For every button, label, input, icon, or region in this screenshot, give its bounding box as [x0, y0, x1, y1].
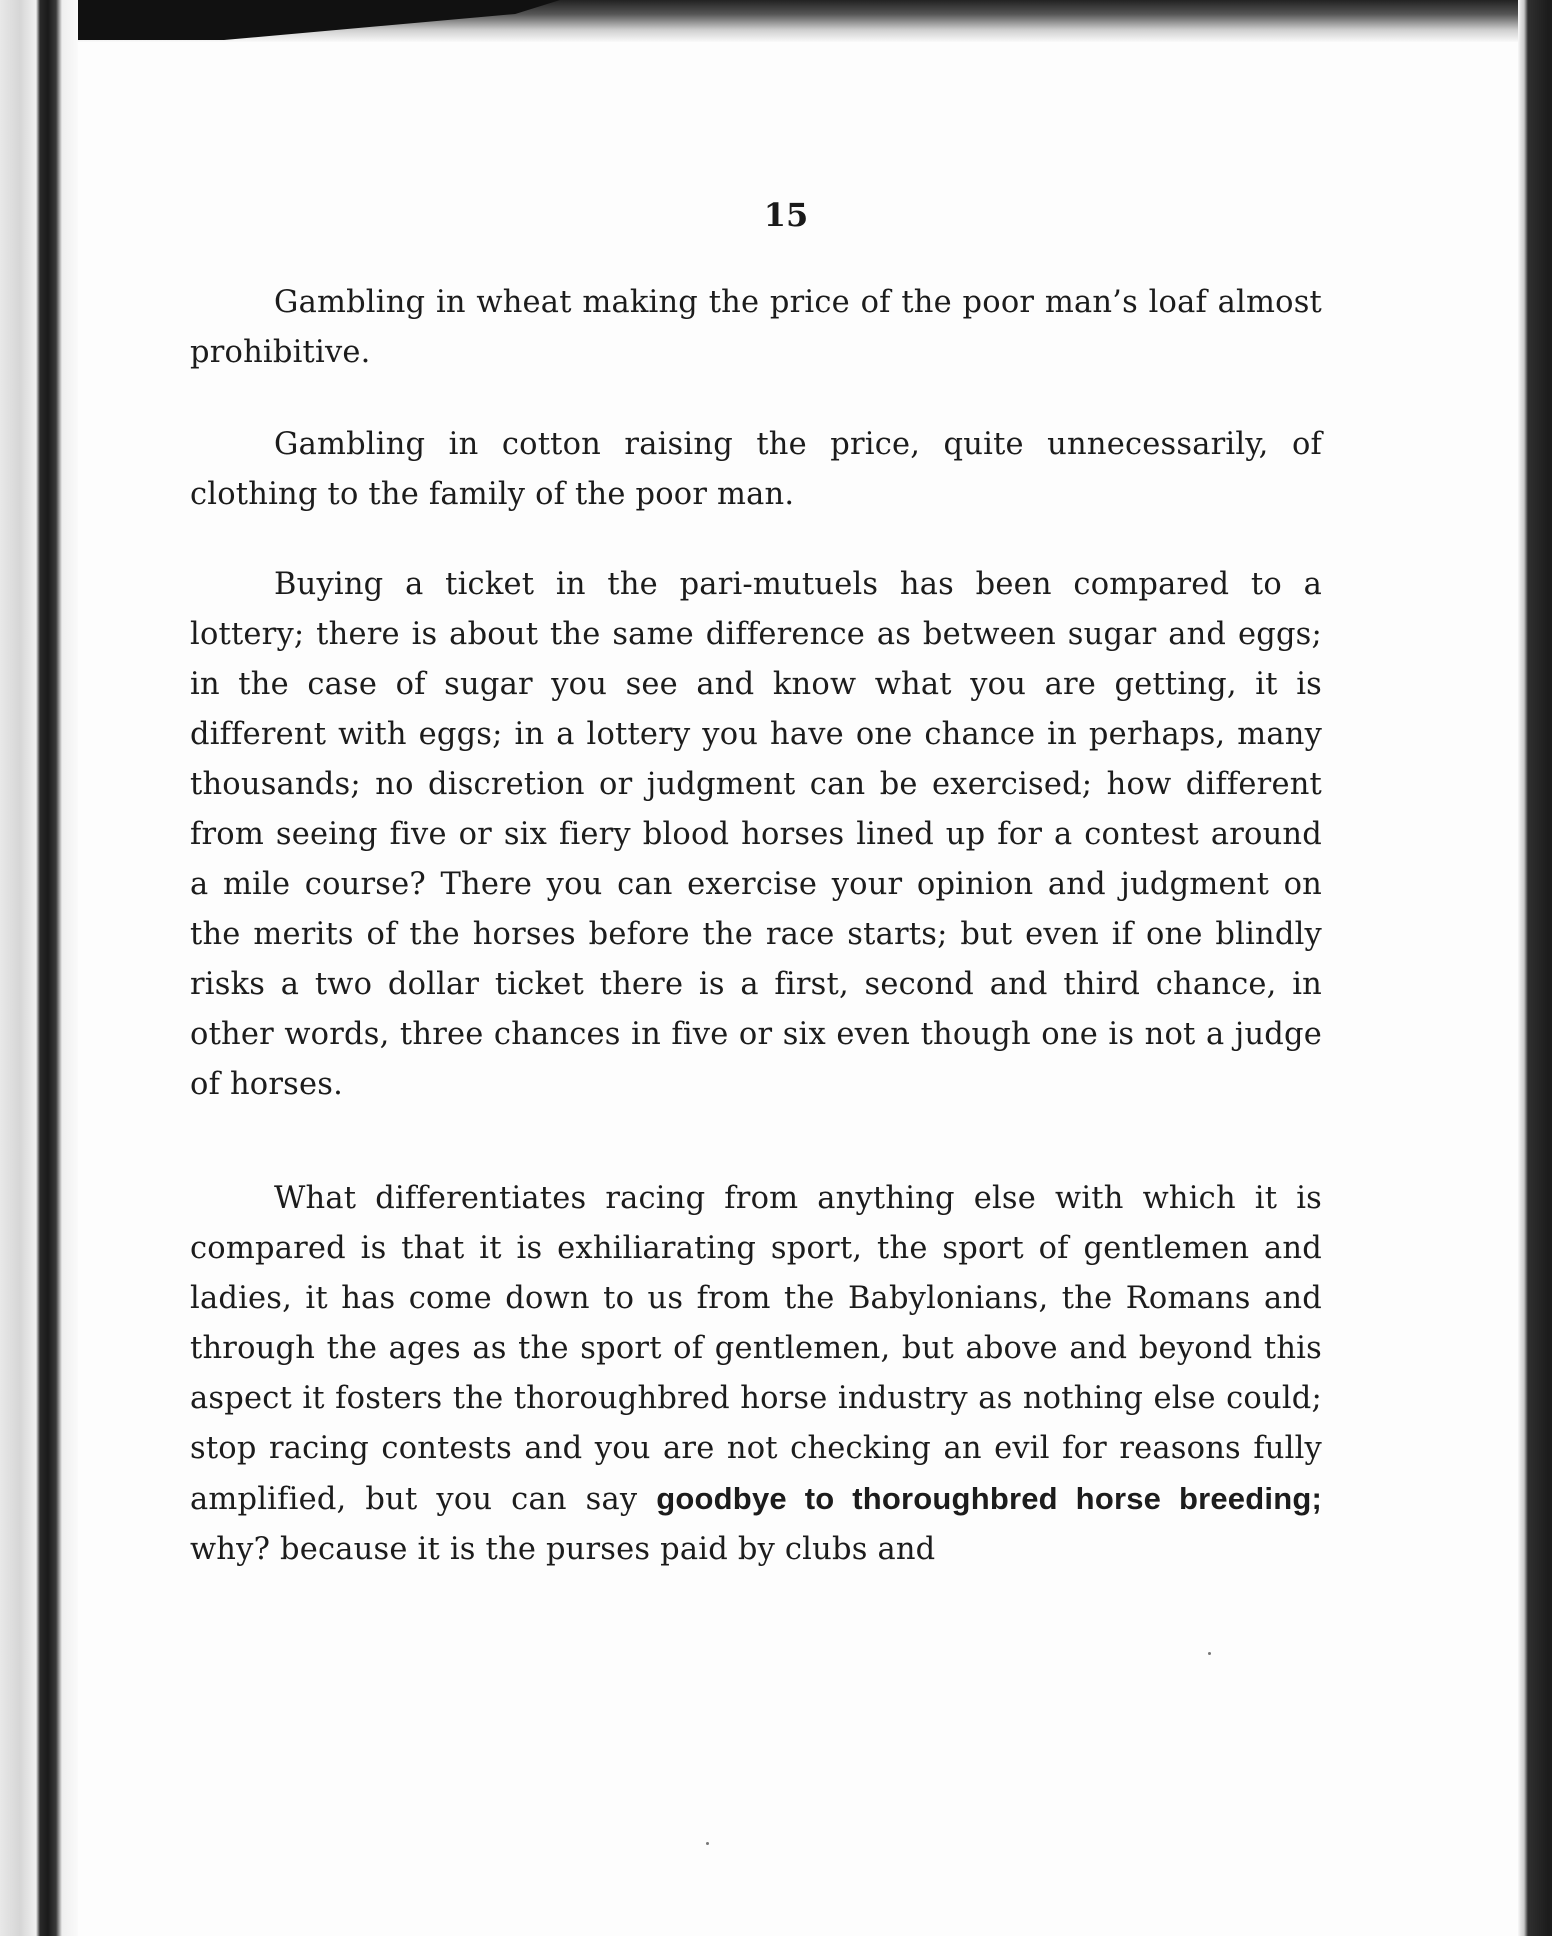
paragraph-cotton: Gambling in cotton raising the price, quite unnecessarily, of clothing to the family of the poor man. [190, 427, 1322, 512]
paragraph-racing-text-before: What differentiates racing from anything else with which it is compared is that it is exhiliarating sport, the sport of gentlemen and ladies, it has come down to us from the Babylonians, the Romans and through the ages as the sport of gentlemen, but above and beyond this aspect it fosters the thoroughbred horse industry as nothing else could; stop racing contests and you are not checking an evil for reasons fully amplified, but you can say [190, 1181, 1322, 1517]
body-text [190, 278, 1322, 1617]
book-spine-gutter [0, 0, 78, 1936]
scan-speck [706, 1842, 709, 1845]
paragraph-racing-text-after: why? because it is the purses paid by clubs and [190, 1532, 936, 1567]
paragraph-racing-bold-phrase: goodbye to thoroughbred horse breeding; [656, 1481, 1322, 1516]
paragraph-lottery: Buying a ticket in the pari-mutuels has been compared to a lottery; there is about the same difference as between sugar and eggs; in the case of sugar you see and know what you are getting, it is different with eggs; in a lottery you have one chance in perhaps, many thousands; no discretion or judgment can be exercised; how different from seeing five or six fiery blood horses lined up for a contest around a mile course? There you can exercise your opinion and judgment on the merits of the horses before the race starts; but even if one blindly risks a two dollar ticket there is a first, second and third chance, in other words, three chances in five or six even though one is not a judge of horses. [190, 567, 1322, 1102]
scan-speck [1208, 1652, 1211, 1655]
paragraph-wheat: Gambling in wheat making the price of the poor man’s loaf almost prohibitive. [190, 285, 1322, 370]
page-number: 15 [763, 196, 809, 234]
page-right-edge [1518, 0, 1552, 1936]
paragraph-racing [190, 1174, 1322, 1575]
